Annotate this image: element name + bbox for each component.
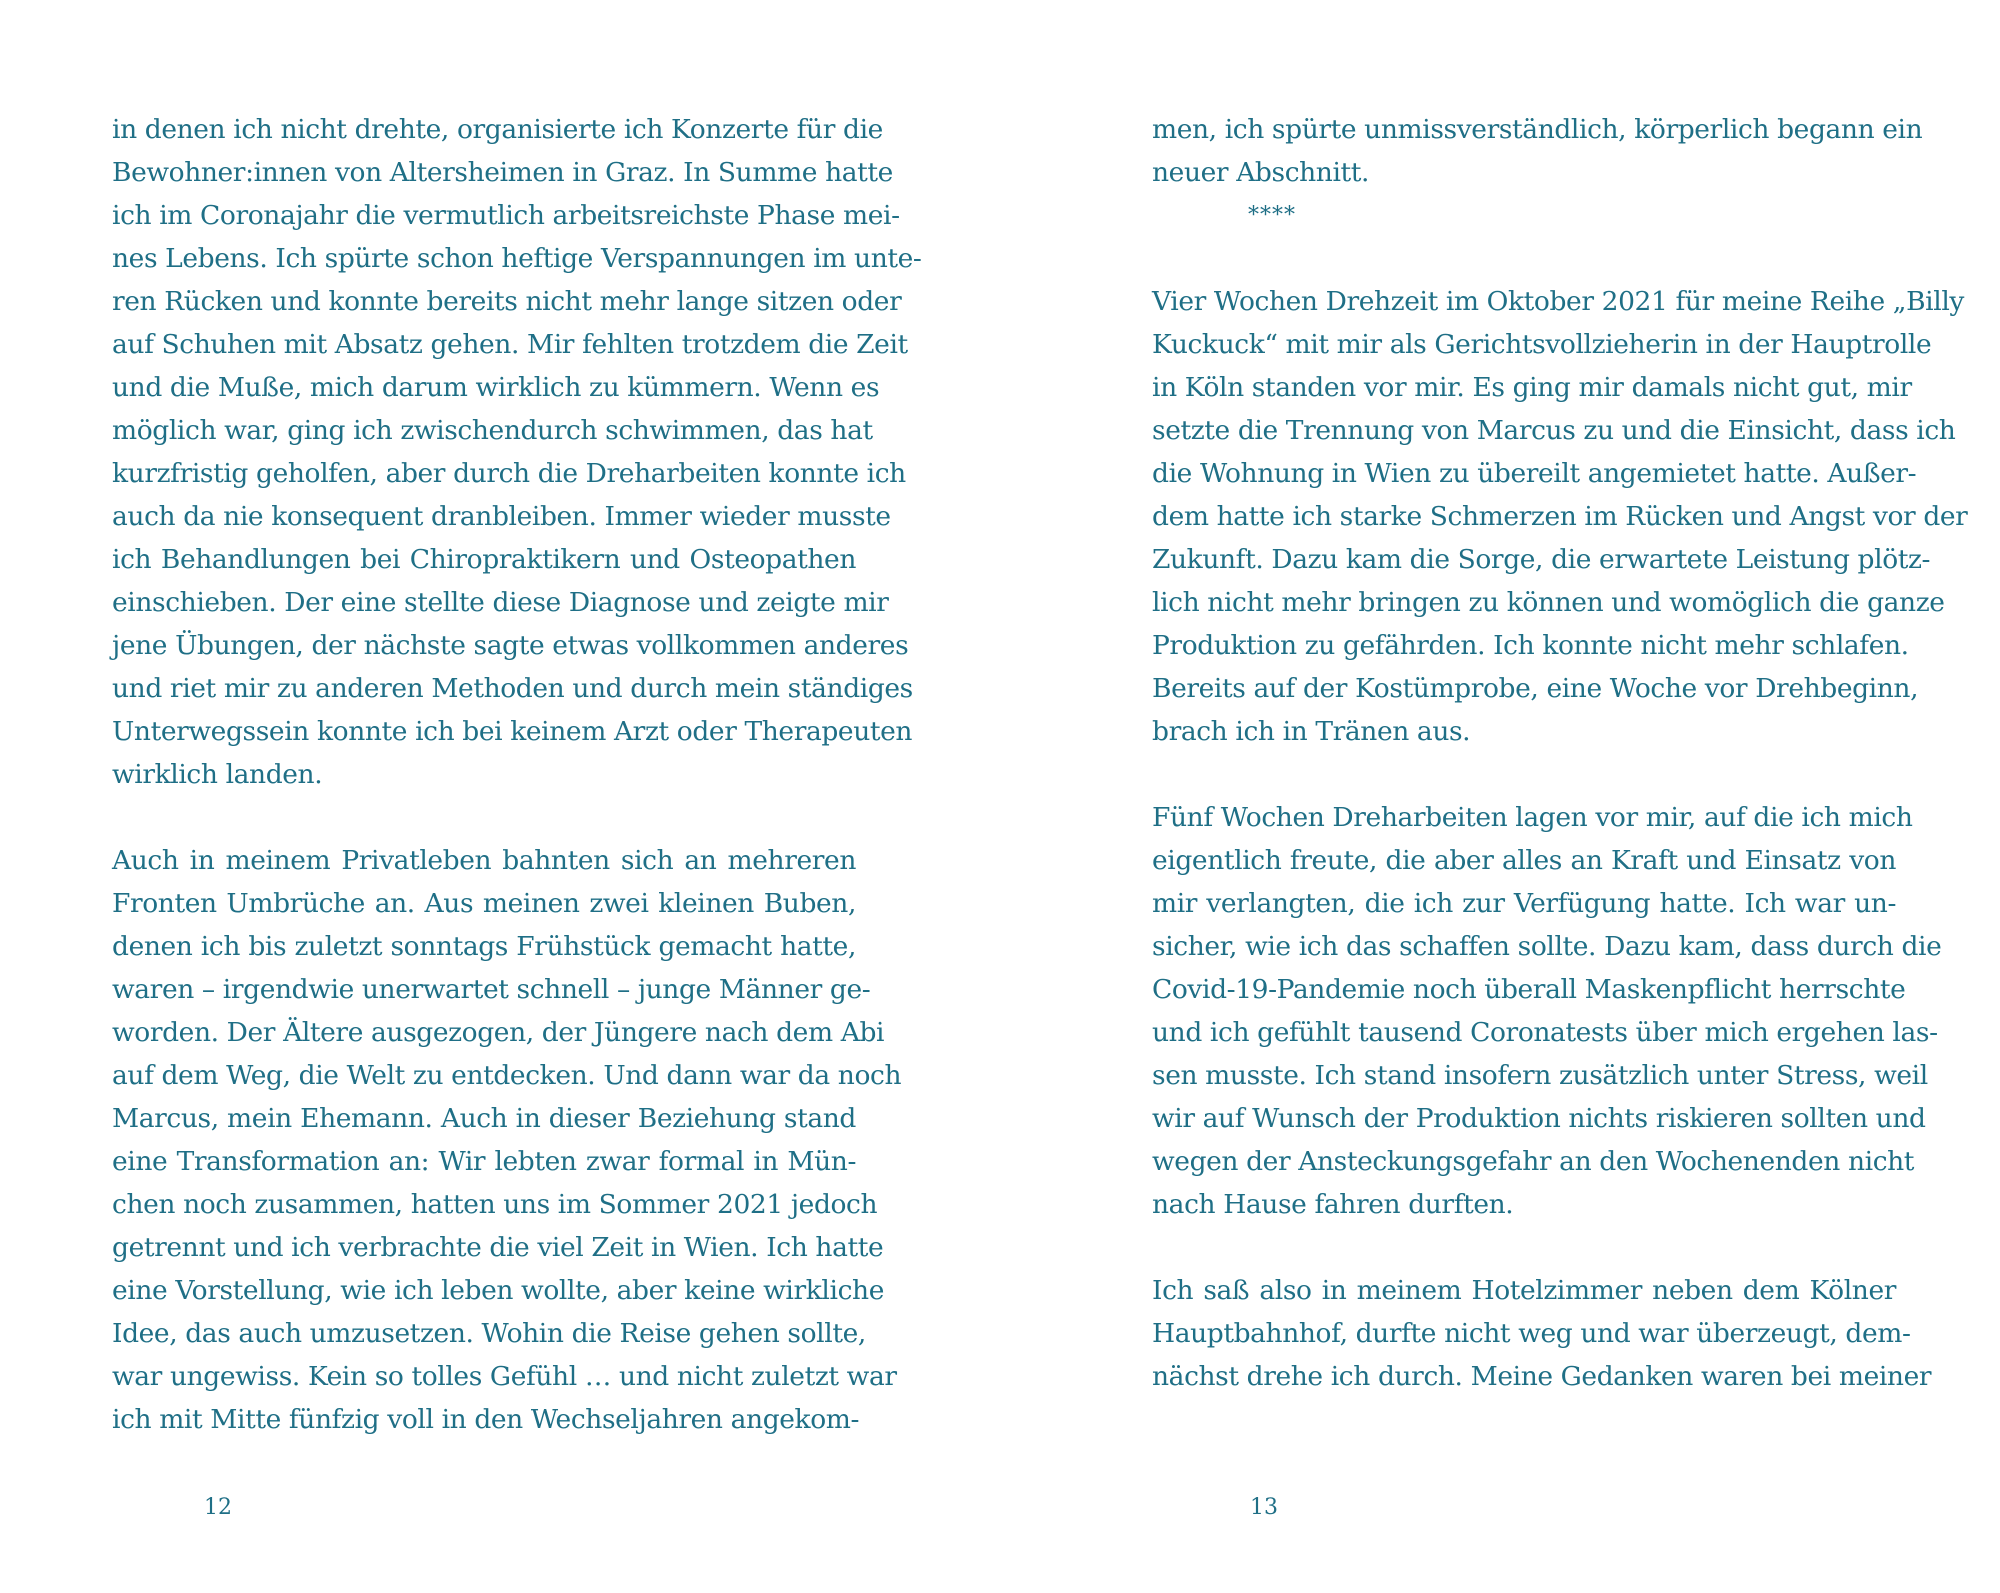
text-line: waren – irgendwie unerwartet schnell – junge Männer ge-	[112, 974, 871, 1005]
text-line: sen musste. Ich stand insofern zusätzlich unter Stress, weil	[1152, 1060, 1928, 1091]
text-line: Bewohner:innen von Altersheimen in Graz. In Summe hatte	[112, 157, 893, 188]
paragraph-gap	[1152, 753, 1896, 796]
text-line: wirklich landen.	[112, 759, 323, 790]
paragraph	[1152, 1269, 1932, 1398]
text-line: Auch in meinem Privatleben bahnten sich an mehreren	[112, 845, 856, 876]
text-line: denen ich bis zuletzt sonntags Frühstück gemacht hatte,	[112, 931, 856, 962]
paragraph	[112, 108, 922, 796]
text-line: chen noch zusammen, hatten uns im Sommer 2021 jedoch	[112, 1189, 878, 1220]
text-line: auf dem Weg, die Welt zu entdecken. Und dann war da noch	[112, 1060, 902, 1091]
text-line: Unterwegssein konnte ich bei keinem Arzt oder Therapeuten	[112, 716, 913, 747]
text-line: sicher, wie ich das schaffen sollte. Dazu kam, dass durch die	[1152, 931, 1942, 962]
page-number: 13	[1250, 1495, 1278, 1520]
text-line: men, ich spürte unmissverständlich, körperlich begann ein	[1152, 114, 1923, 145]
right-page	[1000, 0, 2000, 1593]
page-number: 12	[204, 1495, 232, 1520]
text-line: ich mit Mitte fünfzig voll in den Wechseljahren angekom-	[112, 1404, 860, 1435]
text-line: kurzfristig geholfen, aber durch die Dreharbeiten konnte ich	[112, 458, 906, 489]
text-line: nes Lebens. Ich spürte schon heftige Verspannungen im unte-	[112, 243, 922, 274]
text-line: möglich war, ging ich zwischendurch schwimmen, das hat	[112, 415, 873, 446]
text-line: wegen der Ansteckungsgefahr an den Wochenenden nicht	[1152, 1146, 1915, 1177]
text-line: war ungewiss. Kein so tolles Gefühl … und nicht zuletzt war	[112, 1361, 897, 1392]
text-line: Covid-19-Pandemie noch überall Maskenpflicht herrschte	[1152, 974, 1906, 1005]
text-line: neuer Abschnitt.	[1152, 157, 1370, 188]
text-line: lich nicht mehr bringen zu können und womöglich die ganze	[1152, 587, 1945, 618]
left-page-body	[112, 108, 922, 1441]
text-line: Bereits auf der Kostümprobe, eine Woche vor Drehbeginn,	[1152, 673, 1919, 704]
right-page-body	[1152, 108, 1968, 1398]
text-line: Hauptbahnhof, durfte nicht weg und war überzeugt, dem-	[1152, 1318, 1911, 1349]
text-line: einschieben. Der eine stellte diese Diagnose und zeigte mir	[112, 587, 889, 618]
text-line: eine Vorstellung, wie ich leben wollte, aber keine wirkliche	[112, 1275, 884, 1306]
paragraph	[112, 839, 902, 1441]
text-line: Zukunft. Dazu kam die Sorge, die erwartete Leistung plötz-	[1152, 544, 1931, 575]
text-line: und riet mir zu anderen Methoden und durch mein ständiges	[112, 673, 913, 704]
text-line: getrennt und ich verbrachte die viel Zeit in Wien. Ich hatte	[112, 1232, 884, 1263]
text-line: Fronten Umbrüche an. Aus meinen zwei kleinen Buben,	[112, 888, 856, 919]
text-line: auch da nie konsequent dranbleiben. Immer wieder musste	[112, 501, 891, 532]
text-line: ren Rücken und konnte bereits nicht mehr lange sitzen oder	[112, 286, 902, 317]
paragraph	[1152, 796, 1942, 1226]
paragraph	[1152, 280, 1968, 753]
text-line: ich Behandlungen bei Chiropraktikern und Osteopathen	[112, 544, 856, 575]
text-line: Marcus, mein Ehemann. Auch in dieser Beziehung stand	[112, 1103, 856, 1134]
text-line: mir verlangten, die ich zur Verfügung hatte. Ich war un-	[1152, 888, 1896, 919]
text-line: in denen ich nicht drehte, organisierte ich Konzerte für die	[112, 114, 883, 145]
paragraph-gap	[1152, 237, 1896, 280]
text-line: nächst drehe ich durch. Meine Gedanken waren bei meiner	[1152, 1361, 1932, 1392]
text-line: in Köln standen vor mir. Es ging mir damals nicht gut, mir	[1152, 372, 1912, 403]
text-line: Kuckuck“ mit mir als Gerichtsvollzieherin in der Hauptrolle	[1152, 329, 1932, 360]
text-line: Idee, das auch umzusetzen. Wohin die Reise gehen sollte,	[112, 1318, 866, 1349]
text-line: nach Hause fahren durften.	[1152, 1189, 1514, 1220]
text-line: und ich gefühlt tausend Coronatests über mich ergehen las-	[1152, 1017, 1938, 1048]
text-line: Produktion zu gefährden. Ich konnte nicht mehr schlafen.	[1152, 630, 1909, 661]
text-line: Vier Wochen Drehzeit im Oktober 2021 für meine Reihe „Billy	[1152, 286, 1964, 317]
text-line: Ich saß also in meinem Hotelzimmer neben dem Kölner	[1152, 1275, 1896, 1306]
text-line: dem hatte ich starke Schmerzen im Rücken und Angst vor der	[1152, 501, 1968, 532]
text-line: Fünf Wochen Dreharbeiten lagen vor mir, auf die ich mich	[1152, 802, 1913, 833]
text-line: die Wohnung in Wien zu übereilt angemietet hatte. Außer-	[1152, 458, 1917, 489]
text-line: eigentlich freute, die aber alles an Kraft und Einsatz von	[1152, 845, 1896, 876]
text-line: brach ich in Tränen aus.	[1152, 716, 1471, 747]
text-line: worden. Der Ältere ausgezogen, der Jüngere nach dem Abi	[112, 1017, 885, 1048]
text-line: wir auf Wunsch der Produktion nichts riskieren sollten und	[1152, 1103, 1926, 1134]
text-line: eine Transformation an: Wir lebten zwar formal in Mün-	[112, 1146, 856, 1177]
text-line: setzte die Trennung von Marcus zu und die Einsicht, dass ich	[1152, 415, 1956, 446]
text-line: jene Übungen, der nächste sagte etwas vollkommen anderes	[112, 630, 909, 661]
paragraph	[1152, 108, 1923, 194]
text-line: und die Muße, mich darum wirklich zu kümmern. Wenn es	[112, 372, 880, 403]
paragraph-gap	[1152, 1226, 1896, 1269]
text-line: auf Schuhen mit Absatz gehen. Mir fehlten trotzdem die Zeit	[112, 329, 908, 360]
section-separator: ****	[1248, 203, 1296, 228]
paragraph-gap	[112, 796, 856, 839]
text-line: ich im Coronajahr die vermutlich arbeitsreichste Phase mei-	[112, 200, 900, 231]
